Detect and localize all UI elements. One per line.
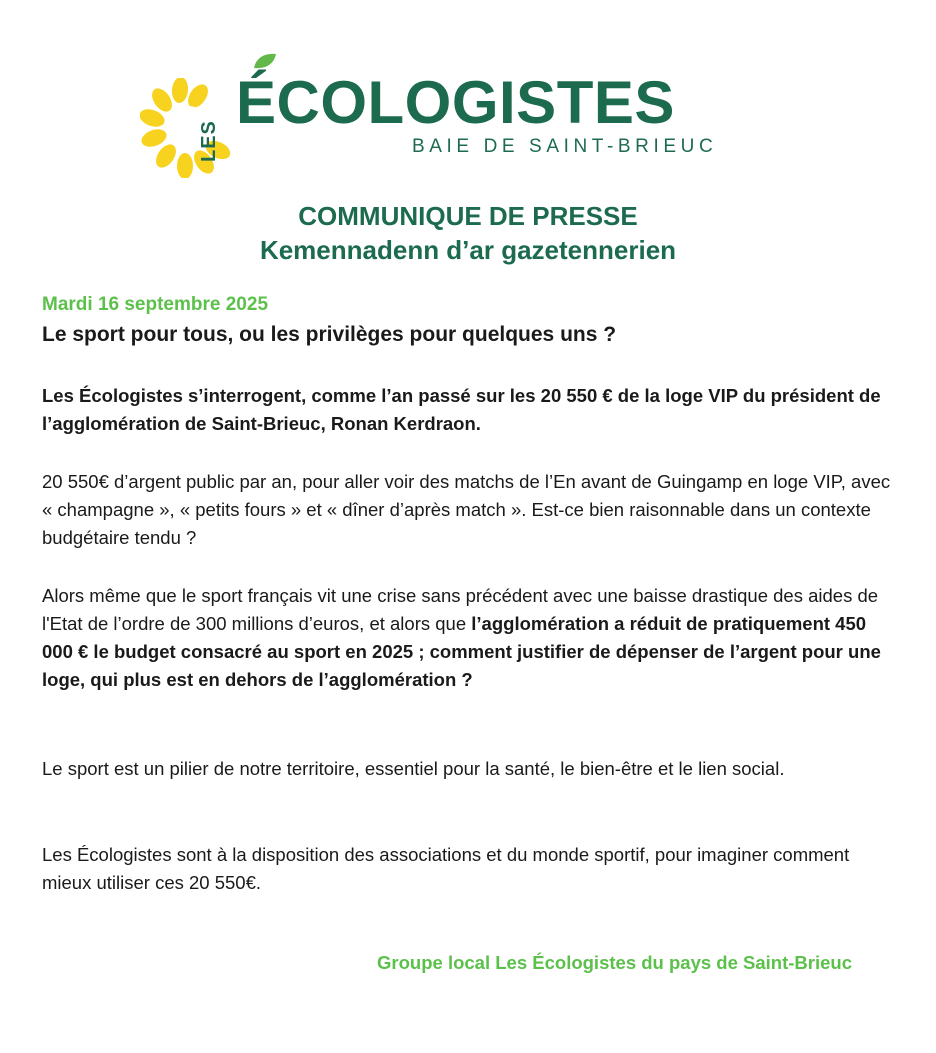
- paragraph-sport-pillar: Le sport est un pilier de notre territoire, essentiel pour la santé, le bien-être et le lien social.: [42, 758, 785, 779]
- sunflower-logo-icon: [140, 78, 240, 178]
- release-date: Mardi 16 septembre 2025: [42, 294, 269, 315]
- paragraph-intro: Les Écologistes s’interrogent, comme l’an passé sur les 20 550 € de la loge VIP du président de l’agglomération de Saint-Brieuc, Ronan Kerdraon.: [42, 385, 881, 434]
- press-release-title: COMMUNIQUE DE PRESSE: [298, 201, 638, 231]
- signature: Groupe local Les Écologistes du pays de Saint-Brieuc: [377, 952, 852, 973]
- paragraph-budget-context: [42, 582, 902, 694]
- paragraph-budget-context-normal: Alors même que le sport français vit une crise sans précédent avec une baisse drastique des aides de l'Etat de l’ordre de 300 millions d’euros, et alors que: [42, 585, 879, 634]
- logo-les-text: LES: [198, 120, 220, 162]
- paragraph-vip-cost: 20 550€ d’argent public par an, pour aller voir des matchs de l’En avant de Guingamp en loge VIP, avec « champagne », « petits fours » et « dîner d’après match ». Est-ce bien raisonnable dans un contexte budgétaire tendu ?: [42, 471, 891, 548]
- headline: Le sport pour tous, ou les privilèges pour quelques uns ?: [42, 323, 617, 346]
- paragraph-availability: Les Écologistes sont à la disposition des associations et du monde sportif, pour imaginer comment mieux utiliser ces 20 550€.: [42, 844, 850, 893]
- logo-brand-text: ÉCOLOGISTES: [236, 69, 675, 136]
- les-ecologistes-logo: [140, 48, 750, 188]
- paragraph-budget-context-bold: l’agglomération a réduit de pratiquement 450 000 € le budget consacré au sport en 2025 ; comment justifier de dépenser de l’argent pour une loge, qui plus est en dehors de l’agglomération ?: [42, 613, 881, 690]
- logo-subtitle: BAIE DE SAINT-BRIEUC: [412, 136, 718, 157]
- press-release-title-breton: Kemennadenn d’ar gazetennerien: [259, 235, 677, 265]
